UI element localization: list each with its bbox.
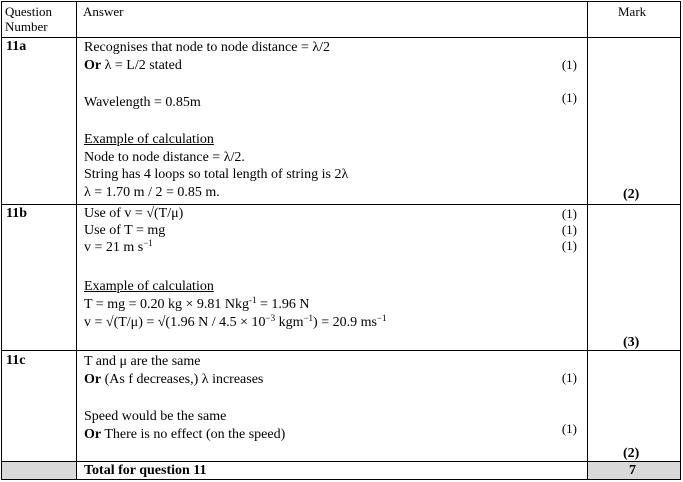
row-total-mark: (3) <box>623 335 640 350</box>
row-total-mark: (2) <box>623 187 640 202</box>
rule-left <box>1 1 2 480</box>
total-label: Total for question 11 <box>84 463 207 478</box>
question-id-11a: 11a <box>6 39 27 54</box>
answer-line: Or λ = L/2 stated <box>84 58 182 73</box>
answer-line: Node to node distance = λ/2. <box>84 150 245 165</box>
answer-line: Use of v = √(T/μ) <box>84 206 184 221</box>
answer-line: λ = 1.70 m / 2 = 0.85 m. <box>84 185 220 200</box>
mark-value: (1) <box>561 370 577 385</box>
example-heading: Example of calculation <box>84 132 214 147</box>
row-total-mark: (2) <box>623 446 640 461</box>
answer-line: Or There is no effect (on the speed) <box>84 427 286 442</box>
rule-11c <box>1 461 681 462</box>
mark-value: (1) <box>561 238 577 253</box>
mark-value: (1) <box>561 421 577 436</box>
answer-line: Recognises that node to node distance = λ/2 <box>84 40 331 55</box>
question-id-11c: 11c <box>6 353 26 368</box>
answer-line: T and μ are the same <box>84 354 201 369</box>
answer-line: Use of T = mg <box>84 223 166 238</box>
example-heading: Example of calculation <box>84 279 214 294</box>
answer-line: v = 21 m $s^{-1}$ <box>84 238 153 255</box>
mark-scheme-table <box>1 1 681 479</box>
rule-bottom <box>1 479 681 480</box>
rule-header <box>1 37 681 38</box>
header-answer: Answer <box>83 4 124 19</box>
mark-value: (1) <box>561 90 577 105</box>
mark-value: (1) <box>561 206 577 221</box>
footer-shade-left <box>1 462 76 479</box>
answer-line: Or (As f decreases,) λ increases <box>84 372 264 387</box>
rule-right <box>680 1 681 480</box>
rule-11b <box>1 350 681 351</box>
header-question-number: Question Number <box>5 4 52 34</box>
answer-line: String has 4 loops so total length of string is 2λ <box>84 167 349 182</box>
question-id-11b: 11b <box>6 206 28 221</box>
answer-line: Wavelength = 0.85m <box>84 95 201 110</box>
header-mark: Mark <box>618 4 647 19</box>
rule-col1 <box>76 1 77 480</box>
rule-11a <box>1 204 681 205</box>
total-value: 7 <box>629 463 636 478</box>
mark-value: (1) <box>561 57 577 72</box>
rule-top <box>1 1 681 2</box>
mark-value: (1) <box>561 222 577 237</box>
answer-line: T = mg = 0.20 kg × 9.81 Nkg$^{-1}$ = 1.96 N <box>84 295 310 312</box>
answer-line: Speed would be the same <box>84 409 227 424</box>
rule-col2 <box>587 1 588 480</box>
answer-line: v = √(T/μ) = √(1.96 $N / 4.5 \times 10^{-3}$ kgm$^{-1}$) = 20.9 $ms^{-1}$ <box>84 313 387 330</box>
